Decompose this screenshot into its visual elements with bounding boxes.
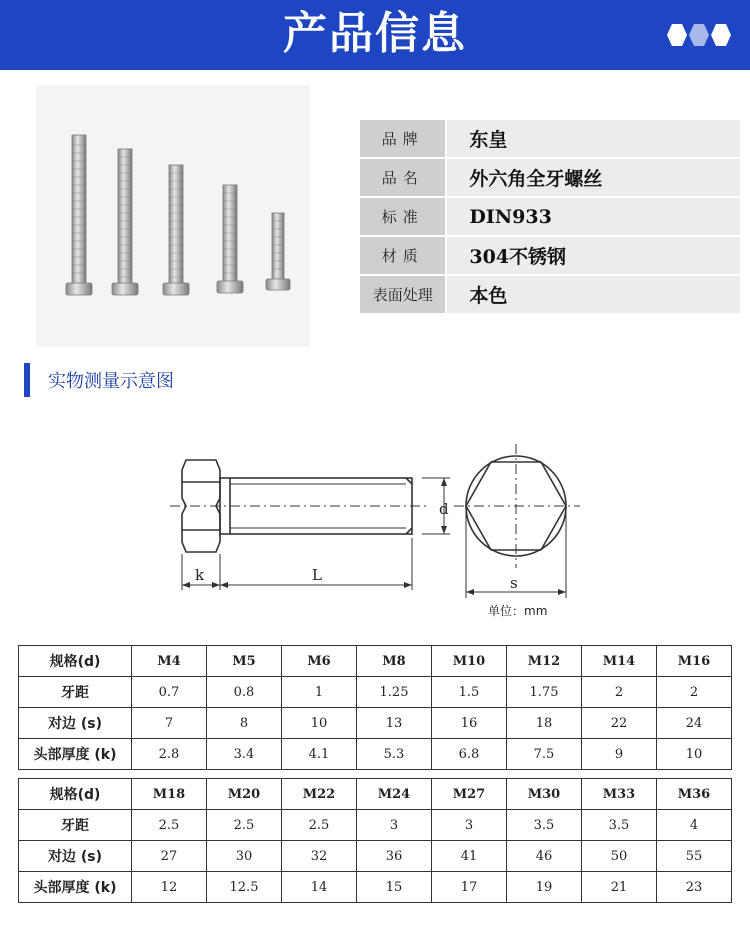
table-cell: 0.7 — [132, 677, 207, 708]
table-cell: 21 — [582, 872, 657, 903]
spec-value: DIN933 — [445, 198, 740, 237]
table-cell: M36 — [657, 779, 732, 810]
table-cell: 1.5 — [432, 677, 507, 708]
table-cell: 16 — [432, 708, 507, 739]
table-cell: M30 — [507, 779, 582, 810]
table-cell: M4 — [132, 646, 207, 677]
spec-table — [360, 120, 740, 315]
row-label: 头部厚度 (k) — [19, 872, 132, 903]
row-label: 规格(d) — [19, 646, 132, 677]
table-cell: 5.3 — [357, 739, 432, 770]
spec-value: 外六角全牙螺丝 — [445, 159, 740, 198]
table-cell: M27 — [432, 779, 507, 810]
table-cell: M24 — [357, 779, 432, 810]
spec-key: 品名 — [360, 159, 445, 198]
table-cell: 2.5 — [132, 810, 207, 841]
table-cell: 23 — [657, 872, 732, 903]
table-cell: 12 — [132, 872, 207, 903]
table-cell: 17 — [432, 872, 507, 903]
table-row — [19, 677, 732, 708]
table-cell: 2.8 — [132, 739, 207, 770]
table-cell: M22 — [282, 779, 357, 810]
table-cell: 3 — [357, 810, 432, 841]
table-row — [19, 779, 732, 810]
spec-value: 304不锈钢 — [445, 237, 740, 276]
table-cell: M8 — [357, 646, 432, 677]
bolt-technical-drawing — [160, 420, 590, 625]
row-label: 牙距 — [19, 677, 132, 708]
row-label: 对边 (s) — [19, 708, 132, 739]
table-cell: 46 — [507, 841, 582, 872]
table-cell: 1 — [282, 677, 357, 708]
product-photo — [36, 85, 310, 347]
table-cell: 41 — [432, 841, 507, 872]
table-cell: 8 — [207, 708, 282, 739]
spec-row-finish — [360, 276, 740, 315]
row-label: 牙距 — [19, 810, 132, 841]
table-cell: 2.5 — [282, 810, 357, 841]
table-cell: 2 — [582, 677, 657, 708]
table-cell: 10 — [657, 739, 732, 770]
spec-value: 东皇 — [445, 120, 740, 159]
spec-row-name — [360, 159, 740, 198]
table-cell: 7 — [132, 708, 207, 739]
table-cell: 14 — [282, 872, 357, 903]
table-cell: M16 — [657, 646, 732, 677]
header-banner — [0, 0, 750, 70]
table-cell: M14 — [582, 646, 657, 677]
table-cell: 55 — [657, 841, 732, 872]
spec-key: 表面处理 — [360, 276, 445, 315]
table-cell: 13 — [357, 708, 432, 739]
table-cell: M10 — [432, 646, 507, 677]
table-row — [19, 872, 732, 903]
table-cell: 3.5 — [582, 810, 657, 841]
table-row — [19, 739, 732, 770]
table-cell: M20 — [207, 779, 282, 810]
table-cell: 24 — [657, 708, 732, 739]
table-cell: 32 — [282, 841, 357, 872]
table-cell: 15 — [357, 872, 432, 903]
dim-label-d: d — [439, 500, 449, 518]
spec-key: 材质 — [360, 237, 445, 276]
table-cell: 2 — [657, 677, 732, 708]
spec-key: 品牌 — [360, 120, 445, 159]
table-cell: M33 — [582, 779, 657, 810]
spec-row-brand — [360, 120, 740, 159]
table-cell: 0.8 — [207, 677, 282, 708]
table-cell: 3.5 — [507, 810, 582, 841]
size-table-1 — [18, 645, 732, 770]
table-cell: 2.5 — [207, 810, 282, 841]
dim-label-k: k — [195, 566, 205, 584]
spec-key: 标准 — [360, 198, 445, 237]
table-cell: M12 — [507, 646, 582, 677]
dim-label-s: s — [510, 574, 518, 592]
table-cell: 12.5 — [207, 872, 282, 903]
table-cell: 36 — [357, 841, 432, 872]
table-cell: 50 — [582, 841, 657, 872]
table-row — [19, 646, 732, 677]
table-cell: 4 — [657, 810, 732, 841]
table-row — [19, 841, 732, 872]
table-cell: 10 — [282, 708, 357, 739]
spec-row-material — [360, 237, 740, 276]
table-cell: 30 — [207, 841, 282, 872]
table-cell: 4.1 — [282, 739, 357, 770]
table-cell: M5 — [207, 646, 282, 677]
table-cell: M6 — [282, 646, 357, 677]
table-row — [19, 810, 732, 841]
row-label: 头部厚度 (k) — [19, 739, 132, 770]
table-cell: 19 — [507, 872, 582, 903]
page-title: 产品信息 — [283, 8, 467, 59]
dim-label-L: L — [312, 566, 322, 584]
row-label: 对边 (s) — [19, 841, 132, 872]
spec-row-standard — [360, 198, 740, 237]
size-table-2 — [18, 778, 732, 903]
table-cell: 3 — [432, 810, 507, 841]
row-label: 规格(d) — [19, 779, 132, 810]
table-cell: M18 — [132, 779, 207, 810]
spec-value: 本色 — [445, 276, 740, 315]
table-cell: 18 — [507, 708, 582, 739]
table-cell: 22 — [582, 708, 657, 739]
table-cell: 3.4 — [207, 739, 282, 770]
hexagon-dots-icon — [664, 22, 744, 48]
table-cell: 6.8 — [432, 739, 507, 770]
table-cell: 27 — [132, 841, 207, 872]
table-cell: 1.25 — [357, 677, 432, 708]
section-accent-bar — [24, 363, 30, 397]
table-row — [19, 708, 732, 739]
section-title: 实物测量示意图 — [48, 371, 174, 392]
table-cell: 1.75 — [507, 677, 582, 708]
table-cell: 9 — [582, 739, 657, 770]
unit-label: 单位：mm — [488, 604, 548, 618]
table-cell: 7.5 — [507, 739, 582, 770]
